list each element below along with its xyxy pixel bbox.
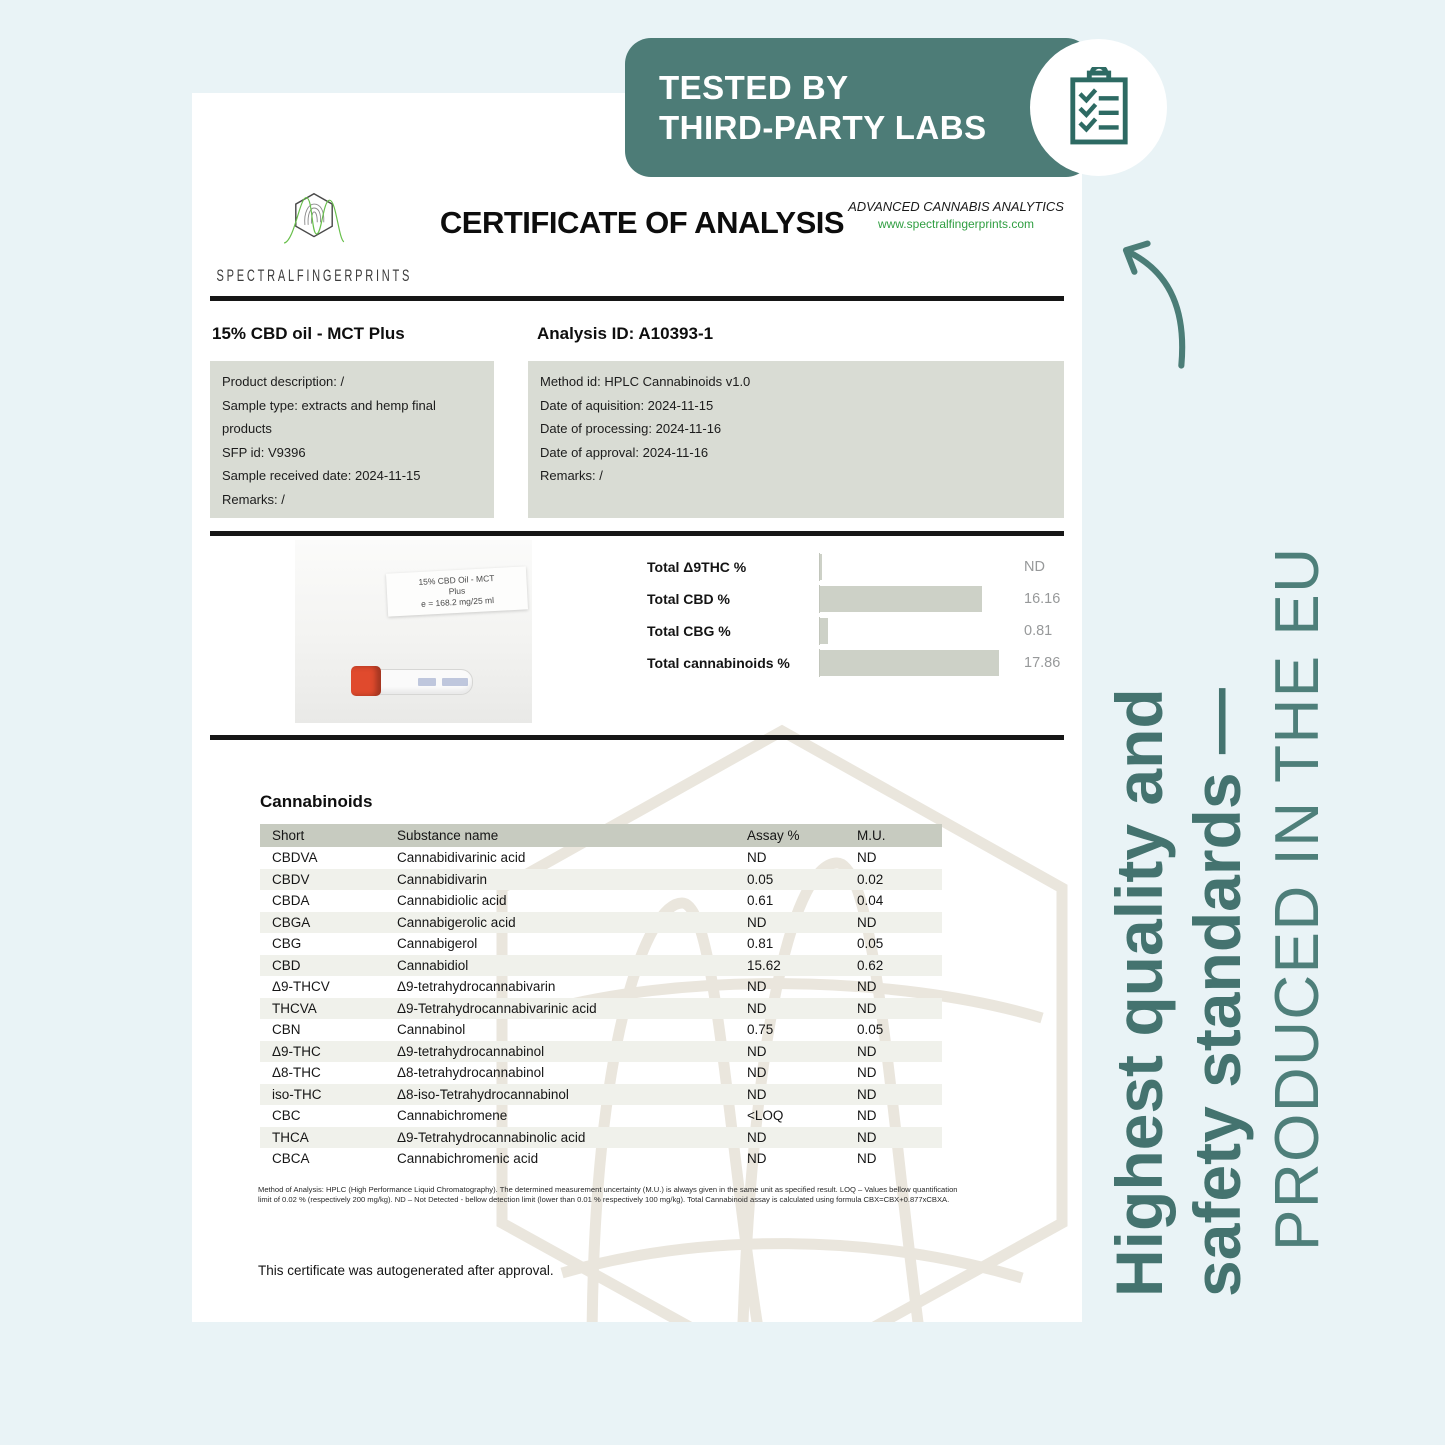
table-row	[260, 869, 942, 891]
cell-short: Δ9-THC	[272, 1043, 321, 1059]
table-row	[260, 1127, 942, 1149]
badge-line: TESTED BY	[659, 68, 849, 106]
divider	[210, 735, 1064, 740]
table-row	[260, 912, 942, 934]
table-header	[260, 824, 942, 847]
cell-short: THCA	[272, 1129, 309, 1145]
info-line: Sample type: extracts and hemp final products	[222, 397, 436, 436]
chart-bar-track	[819, 553, 1010, 581]
lab-info	[846, 199, 1066, 231]
cell-substance: Δ9-tetrahydrocannabinol	[397, 1043, 545, 1059]
cell-assay: <LOQ	[747, 1108, 784, 1124]
cell-assay: ND	[747, 1065, 767, 1081]
cell-mu: ND	[857, 914, 877, 930]
chart-bar-track	[819, 585, 1010, 613]
header-cell: Short	[272, 828, 305, 843]
header-cell: Assay %	[747, 828, 800, 843]
vial-cap	[351, 666, 381, 696]
certificate-title: CERTIFICATE OF ANALYSIS	[439, 205, 845, 240]
cell-assay: 0.05	[747, 871, 774, 887]
cell-short: CBDVA	[272, 850, 318, 866]
chart-bar	[820, 618, 828, 644]
cell-assay: ND	[747, 850, 767, 866]
cell-mu: ND	[857, 1065, 877, 1081]
side-tagline-line: Highest quality and	[1102, 688, 1176, 1297]
chart-value: 16.16	[1024, 591, 1061, 607]
badge-circle	[1030, 39, 1167, 176]
fine-print: Method of Analysis: HPLC (High Performance Liquid Chromatography). The determined measurement uncertainty (M.U.) is always given in the same unit as specified result. LOQ – Values bellow quantification limit of 0.02 % (respectively 200 mg/kg). ND – Not Detected - bellow detection limit (lower than 0.01 % respectively 100 mg/kg). Total Cannabinoid assay is calculated using formula CBX=CBX+0.877xCBXA.	[258, 1185, 958, 1204]
brand-logo	[208, 177, 420, 285]
cell-mu: ND	[857, 1043, 877, 1059]
lab-website-link[interactable]: www.spectralfingerprints.com	[877, 217, 1035, 231]
badge-line: THIRD-PARTY LABS	[659, 108, 987, 146]
header-cell: Substance name	[397, 828, 499, 843]
product-info-box	[210, 361, 494, 518]
curved-arrow-icon	[1095, 222, 1217, 374]
side-tagline	[1100, 517, 1340, 1297]
vial-body	[377, 669, 473, 695]
chart-label: Total CBD %	[647, 591, 730, 607]
cell-assay: ND	[747, 1151, 767, 1167]
cell-substance: Δ8-iso-Tetrahydrocannabinol	[397, 1086, 569, 1102]
chart-bar	[820, 650, 999, 676]
chart-label: Total Δ9THC %	[647, 559, 747, 575]
table-row	[260, 1105, 942, 1127]
side-tagline-line: safety standards —	[1180, 688, 1254, 1297]
header-cell: M.U.	[857, 828, 886, 843]
table-row	[260, 890, 942, 912]
table-row	[260, 933, 942, 955]
cell-mu: 0.62	[857, 957, 884, 973]
cell-mu: ND	[857, 1108, 877, 1124]
cell-substance: Cannabichromenic acid	[397, 1151, 539, 1167]
info-line: Product description: /	[222, 374, 345, 389]
cell-mu: 0.05	[857, 936, 884, 952]
cell-short: CBDV	[272, 871, 310, 887]
lab-tagline: ADVANCED CANNABIS ANALYTICS	[848, 199, 1064, 214]
cell-substance: Cannabinol	[397, 1022, 466, 1038]
cell-assay: ND	[747, 1086, 767, 1102]
chart-row	[647, 583, 1077, 615]
table-row	[260, 847, 942, 869]
cell-short: CBD	[272, 957, 301, 973]
cell-short: CBN	[272, 1022, 301, 1038]
table-title: Cannabinoids	[260, 792, 373, 811]
cell-mu: ND	[857, 1129, 877, 1145]
cell-short: CBCA	[272, 1151, 310, 1167]
info-line: Date of aquisition: 2024-11-15	[540, 397, 714, 413]
table-row	[260, 1041, 942, 1063]
table-body	[260, 847, 942, 1170]
analysis-info-box	[528, 361, 1064, 518]
cell-substance: Δ9-tetrahydrocannabivarin	[397, 979, 556, 995]
cell-short: CBDA	[272, 893, 310, 909]
table-row	[260, 1062, 942, 1084]
cell-assay: ND	[747, 914, 767, 930]
chart-row	[647, 551, 1077, 583]
chart-row	[647, 647, 1077, 679]
logo-hexagon-icon	[275, 177, 353, 265]
info-line: Remarks: /	[540, 468, 603, 483]
cell-short: THCVA	[272, 1000, 317, 1016]
chart-label: Total CBG %	[647, 623, 731, 639]
table-row	[260, 976, 942, 998]
cell-short: Δ9-THCV	[272, 979, 330, 995]
vial-print	[442, 678, 468, 686]
cell-mu: 0.02	[857, 871, 884, 887]
cell-mu: ND	[857, 1000, 877, 1016]
cell-mu: ND	[857, 850, 877, 866]
cell-mu: ND	[857, 979, 877, 995]
chart-row	[647, 615, 1077, 647]
cell-substance: Δ9-Tetrahydrocannabinolic acid	[397, 1129, 586, 1145]
tested-badge	[625, 38, 1092, 177]
cell-short: CBGA	[272, 914, 311, 930]
brand-name: SPECTRALFINGERPRINTS	[216, 266, 413, 285]
photo-label-line: e = 168.2 mg/25 ml	[420, 595, 495, 609]
vial-print	[418, 678, 436, 686]
cell-assay: 15.62	[747, 957, 781, 973]
cell-assay: ND	[747, 979, 767, 995]
photo-label-line: Plus	[448, 585, 466, 597]
product-title: 15% CBD oil - MCT Plus	[212, 324, 405, 343]
cell-short: CBG	[272, 936, 302, 952]
cell-short: CBC	[272, 1108, 301, 1124]
chart-bar	[820, 554, 822, 580]
cell-mu: 0.05	[857, 1022, 884, 1038]
cell-substance: Δ8-tetrahydrocannabinol	[397, 1065, 545, 1081]
cell-assay: ND	[747, 1043, 767, 1059]
cell-substance: Cannabichromene	[397, 1108, 508, 1124]
side-tagline-line: PRODUCED IN THE EU	[1263, 546, 1332, 1251]
cell-assay: 0.81	[747, 936, 774, 952]
chart-bar-track	[819, 649, 1010, 677]
chart-value: 0.81	[1024, 623, 1053, 639]
certificate-page	[192, 93, 1082, 1322]
cannabinoids-table	[260, 824, 942, 1170]
chart-bar	[820, 586, 982, 612]
cell-substance: Cannabigerolic acid	[397, 914, 516, 930]
cell-assay: ND	[747, 1129, 767, 1145]
chart-value: 17.86	[1024, 655, 1061, 671]
chart-label: Total cannabinoids %	[647, 655, 790, 671]
cell-assay: 0.61	[747, 893, 774, 909]
analysis-id-title: Analysis ID: A10393-1	[537, 324, 714, 343]
cell-substance: Cannabigerol	[397, 936, 478, 952]
info-line: SFP id: V9396	[222, 444, 306, 460]
table-row	[260, 955, 942, 977]
cell-mu: ND	[857, 1151, 877, 1167]
info-line: Method id: HPLC Cannabinoids v1.0	[540, 374, 751, 389]
product-photo	[295, 540, 532, 723]
cell-short: Δ8-THC	[272, 1065, 321, 1081]
table-row	[260, 1084, 942, 1106]
footer-note: This certificate was autogenerated after approval.	[258, 1263, 554, 1278]
divider	[210, 296, 1064, 301]
cell-substance: Cannabidiol	[397, 957, 469, 973]
cell-substance: Δ9-Tetrahydrocannabivarinic acid	[397, 1000, 597, 1016]
table-row	[260, 1148, 942, 1170]
info-line: Date of approval: 2024-11-16	[540, 444, 709, 460]
info-line: Remarks: /	[222, 491, 285, 507]
cell-short: iso-THC	[272, 1086, 322, 1102]
cell-assay: 0.75	[747, 1022, 774, 1038]
photo-label	[386, 566, 528, 616]
info-line: Sample received date: 2024-11-15	[222, 468, 421, 483]
chart-value: ND	[1024, 559, 1045, 575]
sample-vial	[351, 666, 471, 696]
table-row	[260, 1019, 942, 1041]
cell-substance: Cannabidivarin	[397, 871, 488, 887]
cell-mu: 0.04	[857, 893, 884, 909]
divider	[210, 531, 1064, 536]
cell-substance: Cannabidiolic acid	[397, 893, 507, 909]
chart-bar-track	[819, 617, 1010, 645]
clipboard-checklist-icon	[1066, 67, 1132, 149]
cell-substance: Cannabidivarinic acid	[397, 850, 526, 866]
cell-mu: ND	[857, 1086, 877, 1102]
photo-label-line: 15% CBD Oil - MCT	[418, 573, 495, 587]
table-row	[260, 998, 942, 1020]
totals-chart	[647, 551, 1077, 679]
info-line: Date of processing: 2024-11-16	[540, 421, 722, 436]
cell-assay: ND	[747, 1000, 767, 1016]
